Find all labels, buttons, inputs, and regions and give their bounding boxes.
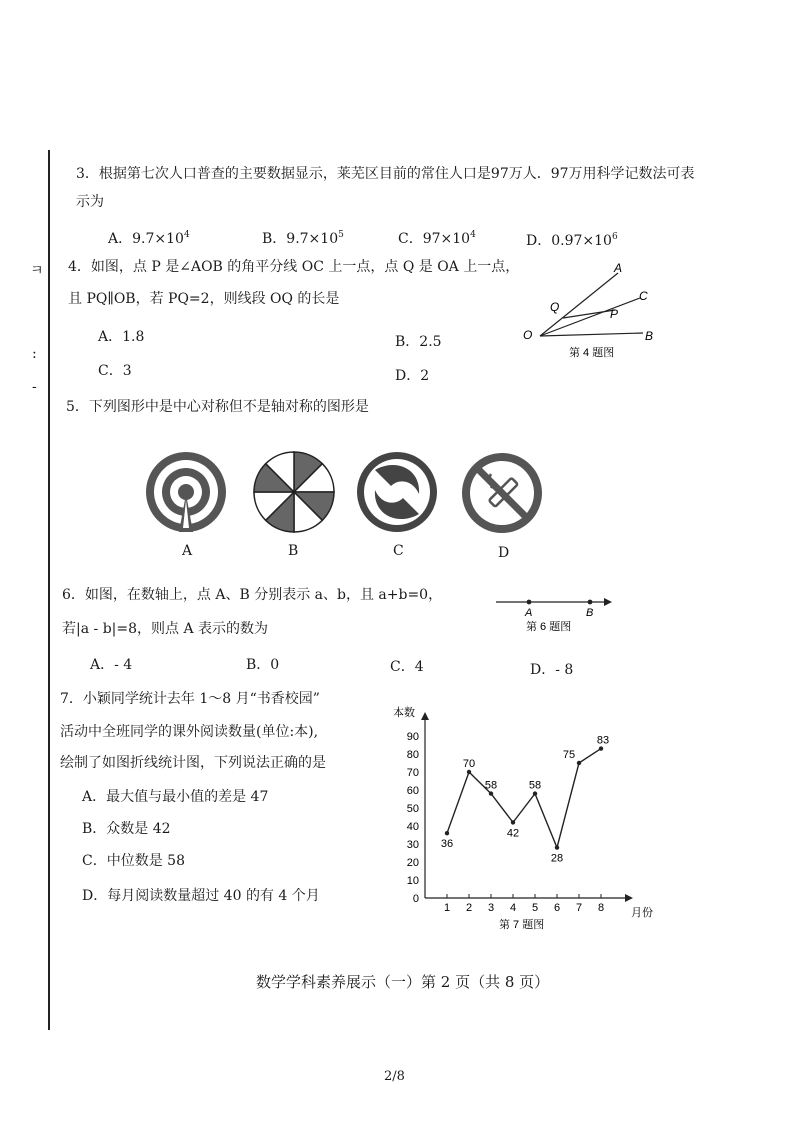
point-b: [588, 600, 593, 605]
data-point: [555, 845, 559, 849]
label-a: A: [525, 607, 533, 619]
data-point: [489, 791, 493, 795]
q7-option-b: B．众数是 42: [82, 821, 171, 837]
label-p: P: [610, 307, 619, 321]
q7-option-c: C．中位数是 58: [82, 853, 185, 869]
q6-option-b: B．0: [246, 657, 280, 673]
label-b: B: [645, 329, 654, 343]
q3-stem-line1: 3．根据第七次人口普查的主要数据显示，莱芜区目前的常住人口是97万人．97万用科学记数法可表: [76, 166, 695, 182]
label-q: Q: [550, 300, 560, 314]
y-tick-label: 80: [406, 749, 419, 761]
margin-mark: -: [32, 379, 37, 395]
q3-option-c: C．$97\times 10^4$: [398, 230, 476, 247]
q6-option-d: D．- 8: [530, 662, 574, 678]
x-tick-label: 7: [575, 902, 583, 914]
data-point: [599, 746, 603, 750]
x-tick-label: 1: [443, 902, 451, 914]
data-point: [577, 761, 581, 765]
x-tick-label: 5: [531, 902, 539, 914]
q5-figure-a: [144, 450, 228, 534]
q4-stem-line2: 且 PQ∥OB，若 PQ=2，则线段 OQ 的长是: [68, 291, 340, 307]
q4-caption: 第 4 题图: [569, 347, 615, 359]
q4-stem-line1: 4．如图，点 P 是∠AOB 的角平分线 OC 上一点，点 Q 是 OA 上一点，: [68, 259, 520, 275]
y-axis-label: 本数: [393, 707, 415, 719]
q7-stem-line1: 7．小颖同学统计去年 1～8 月“书香校园”: [60, 691, 320, 707]
y-tick-label: 0: [412, 893, 419, 905]
margin-mark: ㅋ: [30, 263, 44, 279]
data-label: 58: [484, 779, 498, 792]
label-o: O: [523, 328, 533, 342]
q5-figure-b: [252, 450, 336, 534]
q3-stem-line2: 示为: [76, 194, 104, 210]
q4-figure: [515, 258, 675, 360]
point-a: [527, 600, 532, 605]
data-label: 75: [562, 749, 576, 761]
q7-stem-line3: 绘制了如图折线统计图，下列说法正确的是: [60, 755, 326, 771]
q4-option-c: C．3: [98, 363, 132, 379]
q5-label-b: B: [288, 543, 299, 559]
x-tick-label: 6: [553, 902, 561, 914]
q7-option-d: D．每月阅读数量超过 40 的有 4 个月: [82, 888, 320, 904]
ray-ob: [540, 333, 643, 336]
data-label: 28: [550, 852, 564, 865]
x-tick-label: 4: [509, 902, 517, 914]
y-tick-label: 50: [406, 803, 419, 815]
y-tick-label: 30: [406, 839, 419, 851]
q4-option-d: D．2: [395, 368, 430, 384]
q4-option-a: A．1.8: [98, 329, 145, 345]
data-label: 70: [462, 758, 476, 770]
y-tick-label: 40: [406, 821, 419, 833]
q3-option-a: A．$9.7\times 10^4$: [108, 230, 190, 247]
label-b: B: [586, 607, 594, 619]
margin-mark: :: [32, 346, 37, 362]
q5-figure-c: [355, 450, 439, 534]
data-label: 83: [596, 734, 610, 747]
data-label: 42: [506, 827, 520, 840]
q4-option-b: B．2.5: [395, 334, 442, 350]
data-label: 58: [528, 779, 542, 792]
data-point: [467, 770, 471, 774]
q6-stem-line1: 6．如图，在数轴上，点 A、B 分别表示 a、b，且 a+b=0，: [62, 587, 443, 603]
q6-stem-line2: 若|a - b|=8，则点 A 表示的数为: [62, 621, 269, 637]
q6-number-line: [492, 592, 616, 634]
x-tick-label: 8: [597, 902, 605, 914]
label-a: A: [614, 261, 623, 275]
x-tick-label: 2: [465, 902, 473, 914]
q5-label-d: D: [498, 545, 510, 561]
x-tick-label: 3: [487, 902, 495, 914]
q6-option-c: C．4: [390, 659, 424, 675]
q5-figure-d: [459, 450, 545, 536]
label-c: C: [639, 289, 648, 303]
page-footer-title: 数学学科素养展示（一）第 2 页（共 8 页）: [256, 973, 550, 991]
q7-caption: 第 7 题图: [499, 919, 545, 931]
page-indicator: 2/8: [384, 1069, 405, 1084]
q5-label-c: C: [393, 543, 404, 559]
y-tick-label: 60: [406, 785, 419, 797]
y-tick-label: 10: [406, 875, 419, 887]
x-axis-label: 月份: [631, 907, 653, 919]
data-point: [533, 791, 537, 795]
data-point: [511, 820, 515, 824]
data-point: [445, 831, 449, 835]
y-axis-arrow: [421, 712, 429, 720]
y-tick-label: 20: [406, 857, 419, 869]
q7-line-chart: [380, 694, 653, 934]
y-tick-label: 70: [406, 767, 419, 779]
q3-option-d: D．$0.97\times 10^6$: [526, 232, 618, 249]
q5-label-a: A: [182, 543, 193, 559]
y-tick-label: 90: [406, 731, 419, 743]
q7-stem-line2: 活动中全班同学的课外阅读数量(单位:本),: [60, 724, 319, 740]
q6-option-a: A．- 4: [90, 657, 133, 673]
q7-option-a: A．最大值与最小值的差是 47: [82, 789, 269, 805]
margin-line: [48, 150, 50, 1030]
q3-option-b: B．$9.7\times 10^5$: [262, 230, 344, 247]
q5-stem: 5．下列图形中是中心对称但不是轴对称的图形是: [66, 399, 369, 415]
x-axis-arrow: [625, 894, 633, 902]
q6-caption: 第 6 题图: [526, 621, 572, 633]
data-label: 36: [440, 838, 454, 851]
